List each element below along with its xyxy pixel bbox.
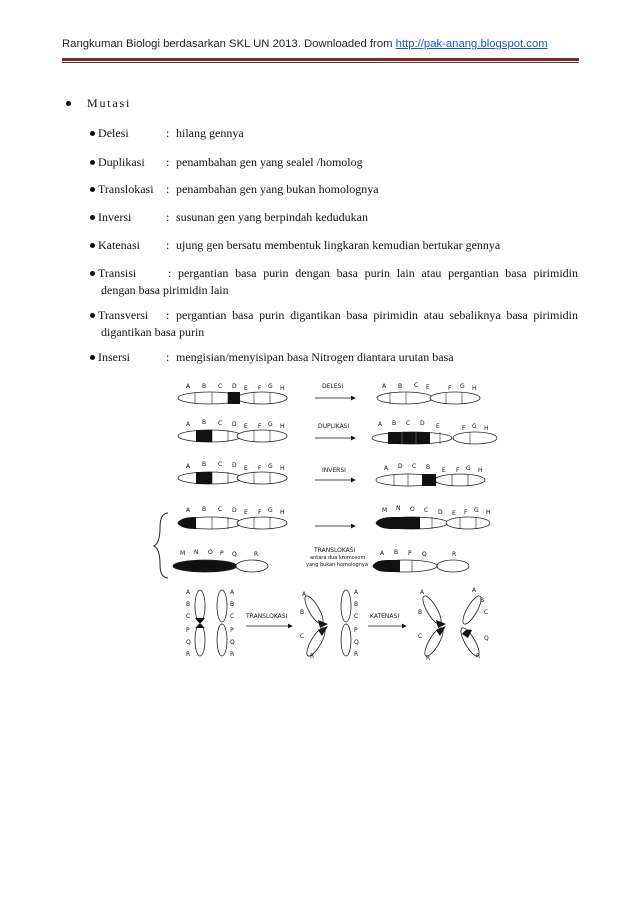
svg-text:M: M	[180, 550, 186, 557]
svg-text:C: C	[412, 463, 417, 470]
bullet-icon	[90, 271, 95, 276]
svg-text:Q: Q	[422, 551, 427, 558]
svg-text:A: A	[380, 550, 385, 557]
item-colon: :	[166, 210, 170, 224]
svg-text:G: G	[268, 421, 273, 428]
svg-text:D: D	[232, 383, 237, 390]
item-colon: :	[166, 155, 170, 169]
svg-text:D: D	[438, 509, 443, 516]
svg-text:R: R	[230, 651, 235, 658]
svg-text:R: R	[476, 653, 481, 660]
header-rule-thick	[62, 58, 579, 61]
svg-text:D: D	[232, 421, 237, 428]
item-term: Inversi	[98, 210, 132, 224]
section-heading	[66, 96, 131, 111]
svg-text:A: A	[420, 589, 425, 596]
svg-text:A: A	[472, 587, 477, 594]
header-text: Rangkuman Biologi berdasarkan SKL UN 2013. Downloaded from	[62, 38, 396, 50]
svg-text:P: P	[220, 550, 224, 557]
svg-text:C: C	[230, 613, 235, 620]
svg-text:F: F	[456, 467, 460, 474]
list-item	[90, 308, 578, 339]
svg-text:E: E	[244, 385, 248, 392]
inversi-after	[376, 463, 485, 486]
svg-text:B: B	[354, 601, 359, 608]
translokasi-before-2	[173, 549, 268, 572]
svg-text:H: H	[280, 385, 285, 392]
svg-text:H: H	[484, 425, 489, 432]
svg-text:R: R	[186, 651, 191, 658]
svg-text:P: P	[230, 627, 234, 634]
svg-text:C: C	[414, 382, 419, 389]
list-item	[90, 182, 379, 198]
svg-text:H: H	[280, 509, 285, 516]
katenasi-before	[186, 589, 235, 658]
header-rule-thin	[62, 62, 579, 63]
item-definition: penambahan gen yang sealel /homolog	[176, 155, 363, 169]
svg-text:F: F	[464, 509, 468, 516]
svg-text:A: A	[302, 591, 307, 598]
item-term: Duplikasi	[98, 155, 145, 169]
svg-text:R: R	[354, 651, 359, 658]
svg-text:D: D	[420, 420, 425, 427]
bullet-icon	[90, 131, 95, 136]
svg-text:H: H	[280, 423, 285, 430]
svg-text:H: H	[478, 467, 483, 474]
svg-text:O: O	[410, 506, 415, 513]
delesi-label: DELESI	[322, 383, 344, 390]
bullet-icon	[90, 215, 95, 220]
svg-text:C: C	[218, 420, 223, 427]
translokasi-label-2: TRANSLOKASI	[246, 613, 288, 620]
duplikasi-after	[372, 420, 497, 444]
svg-text:F: F	[448, 385, 452, 392]
svg-text:A: A	[186, 383, 191, 390]
svg-text:B: B	[398, 383, 403, 390]
bullet-icon	[90, 355, 95, 360]
translokasi-after-1	[376, 505, 491, 529]
item-term: Transversi	[98, 308, 149, 322]
svg-text:B: B	[426, 464, 431, 471]
svg-text:A: A	[230, 589, 235, 596]
svg-text:G: G	[466, 465, 471, 472]
svg-text:Q: Q	[232, 551, 237, 558]
svg-text:B: B	[186, 601, 191, 608]
svg-text:R: R	[254, 551, 259, 558]
svg-text:C: C	[406, 420, 411, 427]
svg-text:F: F	[258, 385, 262, 392]
list-item	[90, 126, 244, 142]
item-colon: :	[166, 126, 170, 140]
svg-text:C: C	[186, 613, 191, 620]
svg-text:G: G	[460, 383, 465, 390]
svg-text:E: E	[426, 384, 430, 391]
item-term: Insersi	[98, 350, 130, 364]
svg-text:E: E	[452, 510, 456, 517]
svg-text:R: R	[426, 655, 431, 662]
mutation-diagram-svg	[150, 378, 530, 678]
svg-text:E: E	[244, 423, 248, 430]
list-item	[90, 210, 368, 226]
svg-text:A: A	[378, 421, 383, 428]
item-colon: :	[166, 308, 170, 322]
inversi-before	[178, 461, 287, 484]
svg-text:B: B	[202, 419, 207, 426]
svg-text:M: M	[382, 507, 388, 514]
svg-text:Q: Q	[484, 635, 489, 642]
svg-text:H: H	[472, 385, 477, 392]
svg-text:F: F	[258, 465, 262, 472]
svg-text:E: E	[442, 467, 446, 474]
svg-text:B: B	[394, 549, 399, 556]
svg-text:B: B	[202, 461, 207, 468]
svg-text:A: A	[186, 589, 191, 596]
svg-text:A: A	[354, 589, 359, 596]
svg-text:G: G	[268, 507, 273, 514]
svg-text:B: B	[230, 601, 235, 608]
item-colon: :	[166, 238, 170, 252]
svg-text:B: B	[202, 506, 207, 513]
svg-text:E: E	[244, 509, 248, 516]
duplikasi-label: DUPLIKASI	[318, 423, 350, 430]
svg-text:P: P	[186, 627, 190, 634]
item-definition: pergantian basa purin digantikan basa pirimidin atau sebaliknya basa pirimidin	[176, 308, 578, 322]
bullet-icon	[90, 243, 95, 248]
list-item	[90, 238, 501, 254]
translokasi-after-2	[373, 549, 469, 572]
translokasi-before-1	[178, 506, 287, 529]
svg-text:C: C	[418, 633, 423, 640]
svg-text:B: B	[480, 597, 485, 604]
svg-text:P: P	[354, 627, 358, 634]
svg-text:C: C	[300, 633, 305, 640]
svg-text:D: D	[398, 463, 403, 470]
svg-text:R: R	[310, 653, 315, 660]
mutation-diagram	[150, 378, 530, 678]
svg-text:H: H	[280, 465, 285, 472]
item-term: Transisi	[98, 266, 137, 280]
item-definition-cont: dengan basa pirimidin lain	[101, 283, 229, 297]
bullet-icon	[66, 101, 71, 106]
svg-text:C: C	[484, 609, 489, 616]
list-item	[90, 266, 578, 297]
translokasi-title: TRANSLOKASI	[314, 547, 356, 554]
svg-text:Q: Q	[354, 639, 359, 646]
page-header	[62, 38, 582, 50]
svg-text:A: A	[384, 465, 389, 472]
svg-text:G: G	[268, 383, 273, 390]
svg-text:C: C	[218, 383, 223, 390]
svg-text:D: D	[232, 462, 237, 469]
inversi-label: INVERSI	[322, 467, 346, 474]
delesi-before	[178, 383, 287, 404]
list-item	[90, 155, 363, 171]
item-definition: susunan gen yang berpindah kedudukan	[176, 210, 368, 224]
svg-text:F: F	[258, 423, 262, 430]
katenasi-middle	[300, 589, 359, 660]
svg-text:A: A	[382, 383, 387, 390]
svg-text:N: N	[194, 549, 199, 556]
svg-text:B: B	[202, 383, 207, 390]
svg-text:O: O	[208, 549, 213, 556]
item-definition: ujung gen bersatu membentuk lingkaran kemudian bertukar gennya	[176, 238, 501, 252]
translokasi-sub2: yang bukan homolognya	[306, 562, 368, 568]
item-definition: penambahan gen yang bukan homolognya	[176, 182, 379, 196]
svg-text:C: C	[218, 461, 223, 468]
bullet-icon	[90, 160, 95, 165]
svg-text:C: C	[218, 506, 223, 513]
katenasi-label: KATENASI	[370, 613, 400, 620]
item-colon: :	[168, 266, 172, 280]
brace-icon	[154, 513, 168, 578]
svg-text:F: F	[258, 509, 262, 516]
katenasi-after	[418, 587, 489, 662]
bullet-icon	[90, 187, 95, 192]
item-colon: :	[166, 182, 170, 196]
duplikasi-before	[178, 419, 287, 442]
svg-text:B: B	[300, 609, 305, 616]
svg-text:C: C	[424, 507, 429, 514]
svg-text:B: B	[392, 420, 397, 427]
item-definition: mengisian/menyisipan basa Nitrogen diantara urutan basa	[176, 350, 454, 364]
svg-text:H: H	[486, 509, 491, 516]
svg-text:Q: Q	[230, 639, 235, 646]
svg-text:A: A	[186, 421, 191, 428]
svg-text:A: A	[186, 463, 191, 470]
svg-text:F: F	[462, 425, 466, 432]
translokasi-sub1: antara dua kromosom	[310, 555, 366, 561]
item-term: Translokasi	[98, 182, 154, 196]
delesi-after	[377, 382, 480, 404]
list-item	[90, 350, 454, 366]
bullet-icon	[90, 313, 95, 318]
svg-text:E: E	[436, 423, 440, 430]
item-definition: pergantian basa purin dengan basa purin lain atau pergantian basa pirimidin	[178, 266, 578, 280]
svg-text:R: R	[452, 551, 457, 558]
svg-text:P: P	[408, 550, 412, 557]
svg-text:G: G	[474, 507, 479, 514]
item-definition-cont: digantikan basa purin	[101, 325, 205, 339]
svg-text:C: C	[354, 613, 359, 620]
svg-text:N: N	[396, 505, 401, 512]
item-definition: hilang gennya	[176, 126, 244, 140]
svg-text:B: B	[418, 609, 423, 616]
svg-text:G: G	[472, 423, 477, 430]
svg-text:G: G	[268, 463, 273, 470]
item-term: Delesi	[98, 126, 129, 140]
item-term: Katenasi	[98, 238, 140, 252]
svg-text:Q: Q	[186, 639, 191, 646]
svg-text:E: E	[244, 465, 248, 472]
svg-text:D: D	[232, 507, 237, 514]
svg-text:A: A	[186, 507, 191, 514]
section-title: Mutasi	[87, 96, 132, 110]
item-colon: :	[166, 350, 170, 364]
header-link[interactable]: http://pak-anang.blogspot.com	[395, 38, 548, 50]
